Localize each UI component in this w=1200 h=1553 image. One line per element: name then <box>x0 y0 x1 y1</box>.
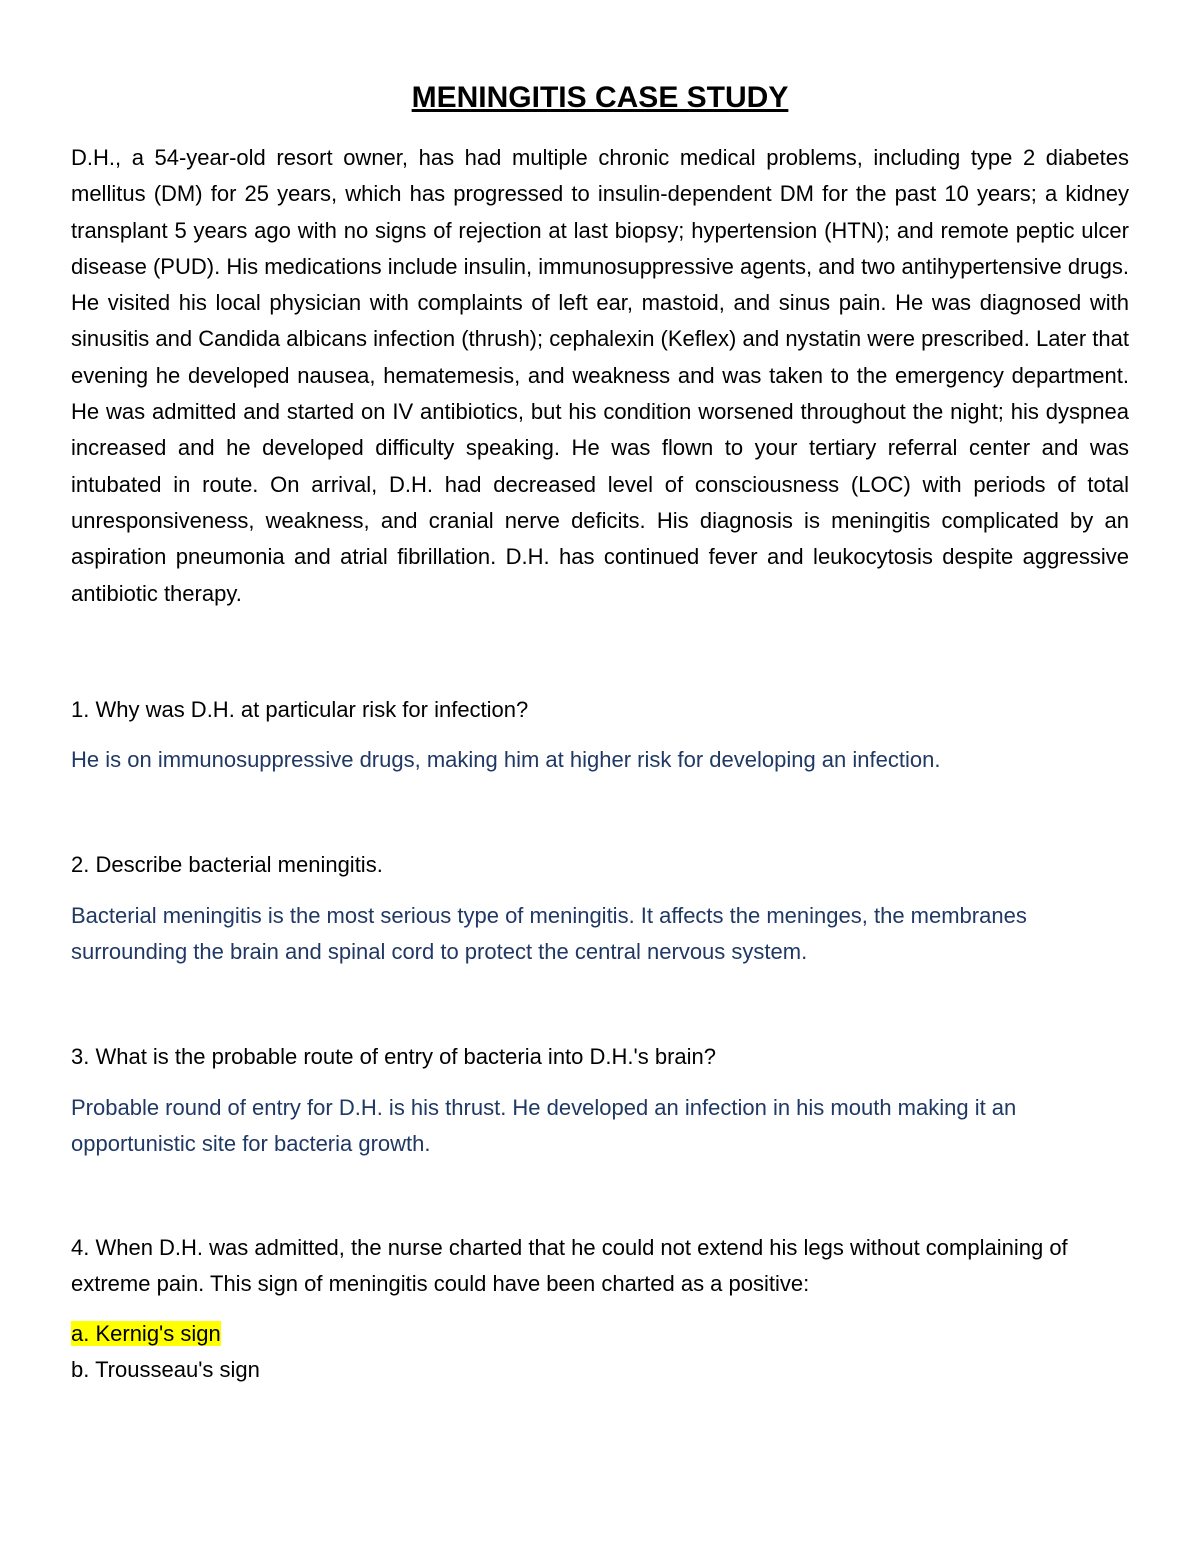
document-page <box>71 78 1129 1388</box>
question-3: 3. What is the probable route of entry of bacteria into D.H.'s brain? <box>71 1043 716 1069</box>
answer-2: Bacterial meningitis is the most serious type of meningitis. It affects the meninges, the membranes surrounding the brain and spinal cord to protect the central nervous system. <box>71 902 1027 964</box>
answer-3: Probable round of entry for D.H. is his thrust. He developed an infection in his mouth making it an opportunistic site for bacteria growth. <box>71 1094 1017 1156</box>
question-2: 2. Describe bacterial meningitis. <box>71 851 383 877</box>
option-a <box>71 1316 1129 1352</box>
question-4: 4. When D.H. was admitted, the nurse charted that he could not extend his legs without complaining of extreme pain. This sign of meningitis could have been charted as a positive: <box>71 1234 1068 1296</box>
question-1: 1. Why was D.H. at particular risk for infection? <box>71 696 529 722</box>
option-a-highlight: a. Kernig's sign <box>71 1320 221 1346</box>
option-b: b. Trousseau's sign <box>71 1356 260 1382</box>
question-4-options <box>71 1316 1129 1388</box>
document-title: MENINGITIS CASE STUDY <box>411 81 789 114</box>
case-description: D.H., a 54-year-old resort owner, has had multiple chronic medical problems, including type 2 diabetes mellitus (DM) for 25 years, which has progressed to insulin-dependent DM for the past 10 years; a kidney transplant 5 years ago with no signs of rejection at last biopsy; hypertension (HTN); and remote peptic ulcer disease (PUD). His medications include insulin, immunosuppressive agents, and two antihypertensive drugs. He visited his local physician with complaints of left ear, mastoid, and sinus pain. He was diagnosed with sinusitis and Candida albicans infection (thrush); cephalexin (Keflex) and nystatin were prescribed. Later that evening he developed nausea, hematemesis, and weakness and was taken to the emergency department. He was admitted and started on IV antibiotics, but his condition worsened throughout the night; his dyspnea increased and he developed difficulty speaking. He was flown to your tertiary referral center and was intubated in route. On arrival, D.H. had decreased level of consciousness (LOC) with periods of total unresponsiveness, weakness, and cranial nerve deficits. His diagnosis is meningitis complicated by an aspiration pneumonia and atrial fibrillation. D.H. has continued fever and leukocytosis despite aggressive antibiotic therapy. <box>71 145 1129 606</box>
answer-1: He is on immunosuppressive drugs, making him at higher risk for developing an infection. <box>71 746 941 772</box>
